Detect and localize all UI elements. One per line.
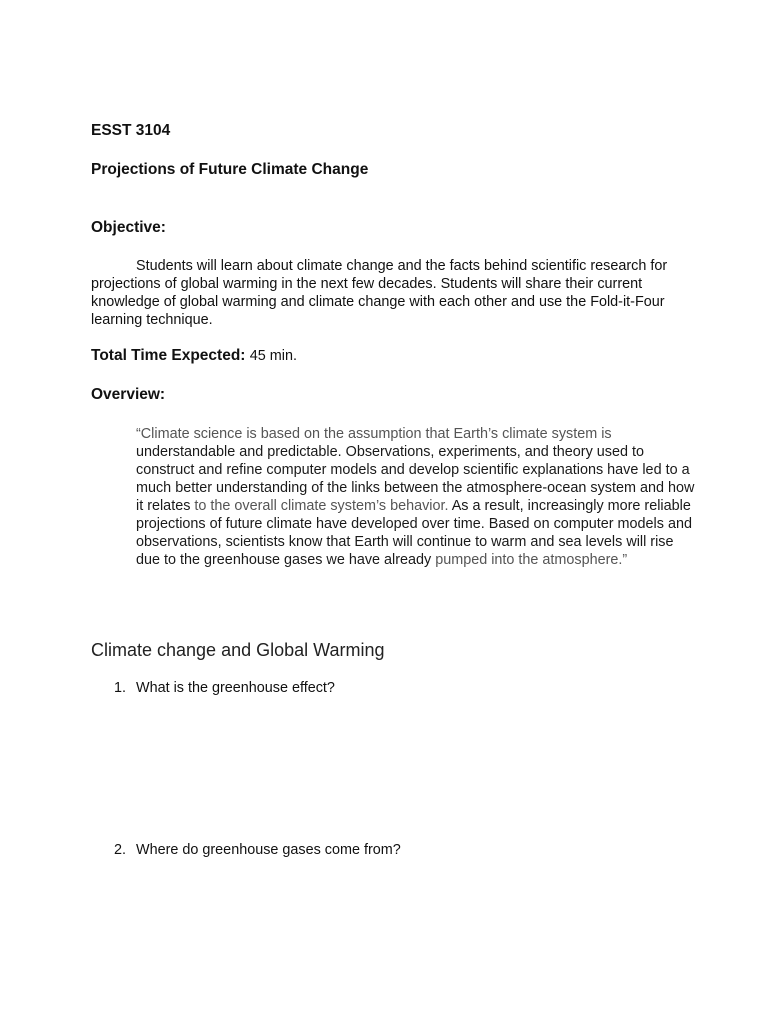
time-value: 45 min. [249,348,297,364]
quote-part-1: “Climate science is based on the assumption that Earth’s climate system is [136,426,612,442]
course-code: ESST 3104 [91,122,171,139]
overview-quote [136,425,696,569]
question-number: 2. [114,842,127,858]
question-item [114,680,614,700]
quote-part-3: to the overall climate system’s behavior. [194,498,449,514]
quote-part-5: pumped into the atmosphere.” [435,552,628,568]
question-text: Where do greenhouse gases come from? [136,842,401,858]
section-heading: Climate change and Global Warming [91,640,385,660]
overview-heading: Overview: [91,386,166,403]
question-number: 1. [114,680,127,696]
question-item [114,842,614,862]
time-expected [91,347,297,365]
quote-part-2: understandable and predictable. Observations, experiments, and theory used to construct and refine computer models and develop scientific explanations have led to a much better understanding of the links between the atmosphere-ocean system and how it relates [136,444,695,514]
objective-heading: Objective: [91,219,166,236]
quote-part-4: As a result, increasingly more reliable projections of future climate have developed over time. Based on computer models and observations, scientists know that Earth will continue to warm and sea levels will rise due to the greenhouse gases we have already [136,498,692,568]
objective-paragraph [91,257,691,329]
document-title: Projections of Future Climate Change [91,161,369,178]
question-text: What is the greenhouse effect? [136,680,335,696]
objective-text: Students will learn about climate change and the facts behind scientific research for projections of global warming in the next few decades. Students will share their current knowledge of global warming and climate change with each other and use the Fold-it-Four learning technique. [91,258,668,328]
time-label: Total Time Expected: [91,347,246,364]
